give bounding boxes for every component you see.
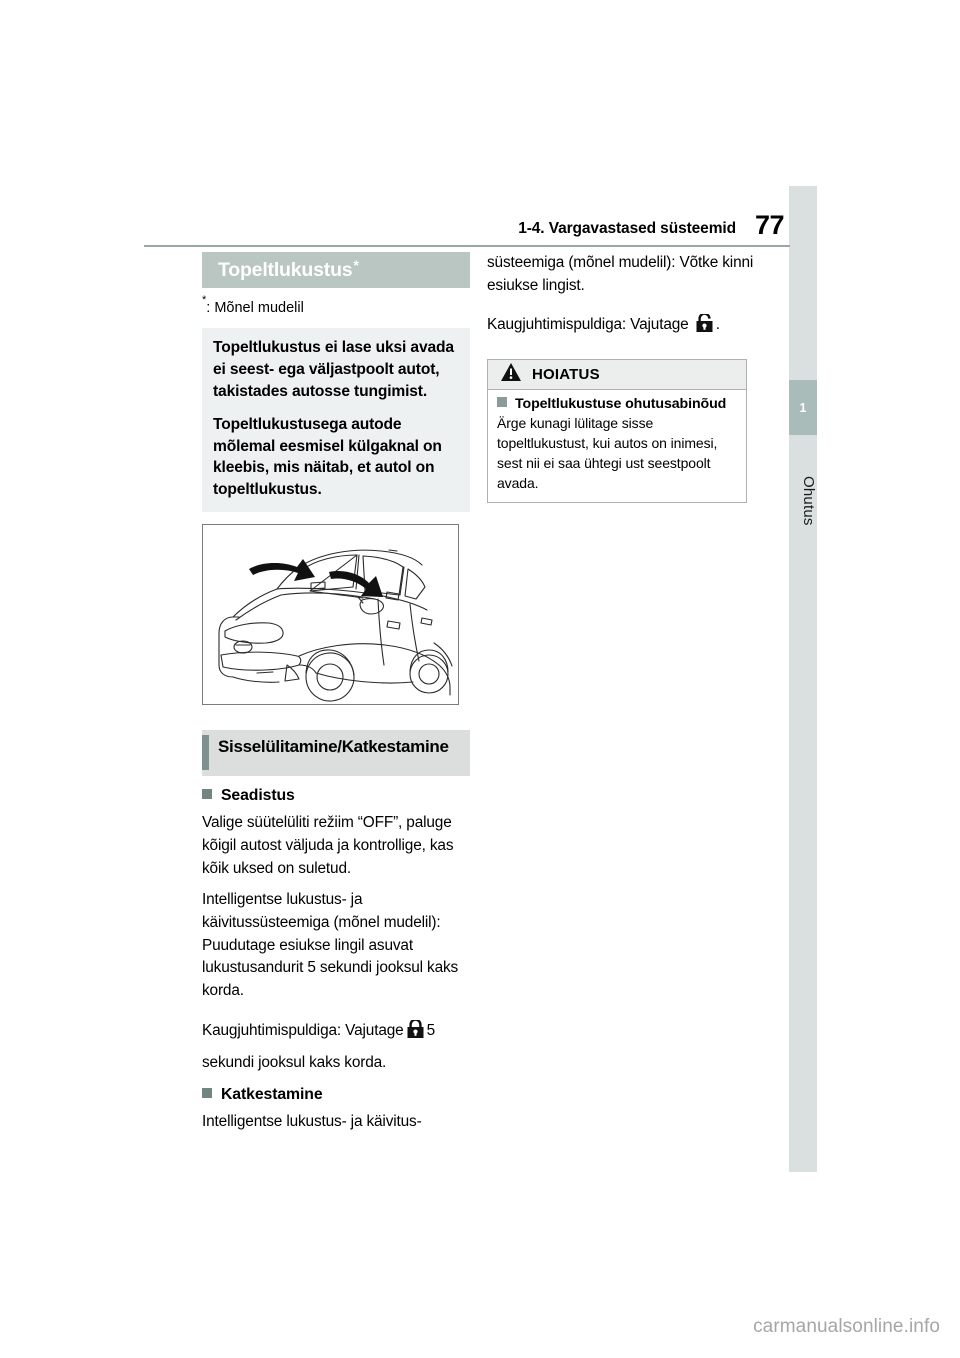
info-block <box>202 328 470 513</box>
paragraph-remote-left <box>202 1020 470 1046</box>
chapter-tab-strip <box>789 186 817 1172</box>
paragraph-remote-right-prefix: Kaugjuhtimispuldiga: Vajutage <box>487 316 689 334</box>
page-number: 77 <box>754 210 784 240</box>
bullet-square-icon <box>497 397 507 407</box>
car-illustration <box>202 524 459 705</box>
watermark: carmanualsonline.info <box>753 1316 940 1337</box>
topic-title: Topeltlukustus <box>218 258 353 281</box>
section-header-title: Sisselülitamine/Katkestamine <box>218 737 449 757</box>
header-divider <box>144 245 790 247</box>
paragraph-remote-left-prefix: Kaugjuhtimispuldiga: Vajutage <box>202 1021 404 1039</box>
right-column <box>487 252 755 503</box>
footnote <box>202 294 470 319</box>
subheading-cancel <box>202 1086 470 1104</box>
chapter-tab-active[interactable] <box>789 380 817 435</box>
warning-triangle-icon <box>500 362 522 387</box>
bullet-square-icon <box>202 789 212 799</box>
paragraph-continued: süsteemiga (mõnel mudelil): Võtke kinni esiukse lingist. <box>487 254 754 294</box>
paragraph-remote-left-suffix: 5 <box>426 1021 435 1039</box>
paragraph-cancel-1: Intelligentse lukustus- ja käivitus- <box>202 1112 422 1130</box>
lock-closed-icon <box>407 1020 424 1046</box>
warning-text: Ärge kunagi lülitage sisse topeltlukustust, kui autos on inimesi, sest nii ei saa ühtegi ust seestpoolt avada. <box>497 414 718 491</box>
footnote-text: : Mõnel mudelil <box>206 300 304 316</box>
section-header <box>202 730 470 776</box>
warning-subheading-row <box>497 396 737 412</box>
footnote-marker: * <box>202 294 207 307</box>
warning-box <box>487 359 747 504</box>
subheading-cancel-label: Katkestamine <box>221 1085 323 1103</box>
warning-header <box>488 360 746 390</box>
warning-subheading: Topeltlukustuse ohutusabinõud <box>515 395 727 412</box>
section-header-accent-bar <box>202 735 209 770</box>
chapter-label: Ohutus <box>800 476 817 526</box>
warning-body <box>488 390 746 503</box>
subheading-setup <box>202 787 470 805</box>
paragraph-remote-right <box>487 314 755 340</box>
chapter-number: 1 <box>799 400 807 415</box>
paragraph-setup-1: Valige süütelüliti režiim “OFF”, paluge kõigil autost väljuda ja kontrollige, kas kõik uksed on suletud. <box>202 814 454 877</box>
warning-heading: HOIATUS <box>532 365 600 383</box>
left-column <box>202 252 470 1134</box>
topic-title-band: Topeltlukustus * <box>202 252 470 288</box>
subheading-setup-label: Seadistus <box>221 787 295 805</box>
header-section-title: 1-4. Vargavastased süsteemid <box>518 219 736 237</box>
page-header <box>144 205 784 239</box>
car-line-drawing-svg <box>203 525 458 704</box>
paragraph-remote-left-line2: sekundi jooksul kaks korda. <box>202 1054 387 1072</box>
paragraph-setup-2: Intelligentse lukustus- ja käivitussüsteemiga (mõnel mudelil): Puudutage esiukse lingil asuvat lukustusandurit 5 sekundi jooksul kaks korda. <box>202 891 459 999</box>
info-paragraph-2: Topeltlukustusega autode mõlemal eesmisel külgaknal on kleebis, mis näitab, et autol on topeltlukustus. <box>213 415 442 499</box>
bullet-square-icon <box>202 1088 212 1098</box>
lock-open-icon <box>696 314 713 340</box>
info-paragraph-1: Topeltlukustus ei lase uksi avada ei seest- ega väljastpoolt autot, takistades autosse tungimist. <box>213 338 454 400</box>
paragraph-remote-right-suffix: . <box>715 316 720 334</box>
